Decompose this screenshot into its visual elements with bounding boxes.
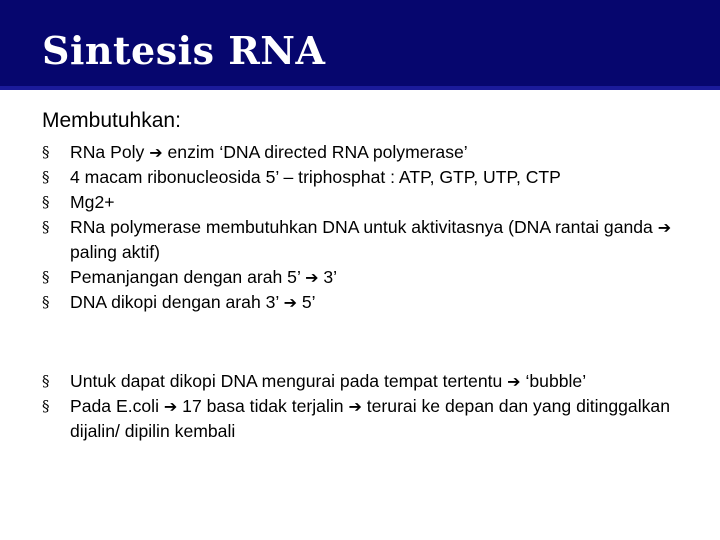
bullet-marker-icon: §	[42, 143, 50, 161]
bullet-item	[42, 394, 682, 444]
bullet-marker-icon: §	[42, 193, 50, 211]
bullet-text: 17 basa tidak terjalin	[177, 396, 349, 416]
bullet-marker-icon: §	[42, 268, 50, 286]
slide-title: Sintesis RNA	[42, 28, 326, 73]
arrow-right-icon: ➔	[507, 372, 521, 391]
bullet-text: 4 macam ribonucleosida 5’ – triphosphat : ATP, GTP, UTP, CTP	[70, 167, 561, 187]
bullet-text: enzim ‘DNA directed RNA polymerase’	[162, 142, 468, 162]
bullet-text: Mg2+	[70, 192, 115, 212]
arrow-right-icon: ➔	[305, 268, 319, 287]
bullet-item	[42, 369, 682, 394]
bullet-text: Pemanjangan dengan arah 5’	[70, 267, 306, 287]
bullet-text: 5’	[296, 292, 316, 312]
bullet-marker-icon: §	[42, 168, 50, 186]
bullet-marker-icon: §	[42, 293, 50, 311]
arrow-right-icon: ➔	[348, 397, 362, 416]
bullet-text: Untuk dapat dikopi DNA mengurai pada tempat tertentu	[70, 371, 508, 391]
bullet-text: Pada E.coli	[70, 396, 164, 416]
bullet-text: 3’	[318, 267, 338, 287]
bullet-list-requirements	[42, 140, 682, 315]
bullet-item	[42, 265, 682, 290]
bullet-text: RNa polymerase membutuhkan DNA untuk aktivitasnya (DNA rantai ganda	[70, 217, 658, 237]
bullet-marker-icon: §	[42, 218, 50, 236]
slide-subtitle: Membutuhkan:	[42, 109, 181, 132]
bullet-text: terurai ke depan dan yang ditinggalkan dijalin/ dipilin kembali	[70, 396, 670, 441]
title-bar	[0, 0, 720, 90]
arrow-right-icon: ➔	[163, 397, 178, 416]
bullet-marker-icon: §	[42, 397, 50, 415]
bullet-item	[42, 140, 682, 165]
bullet-text: RNa Poly	[70, 142, 150, 162]
bullet-item	[42, 165, 682, 190]
arrow-right-icon: ➔	[657, 218, 672, 237]
bullet-list-details	[42, 369, 682, 444]
bullet-item	[42, 190, 682, 215]
bullet-text: DNA dikopi dengan arah 3’	[70, 292, 284, 312]
arrow-right-icon: ➔	[149, 143, 163, 162]
arrow-right-icon: ➔	[283, 293, 297, 312]
bullet-text: ‘bubble’	[520, 371, 587, 391]
bullet-marker-icon: §	[42, 372, 50, 390]
bullet-text: paling aktif)	[70, 242, 160, 262]
bullet-item	[42, 215, 682, 265]
bullet-item	[42, 290, 682, 315]
